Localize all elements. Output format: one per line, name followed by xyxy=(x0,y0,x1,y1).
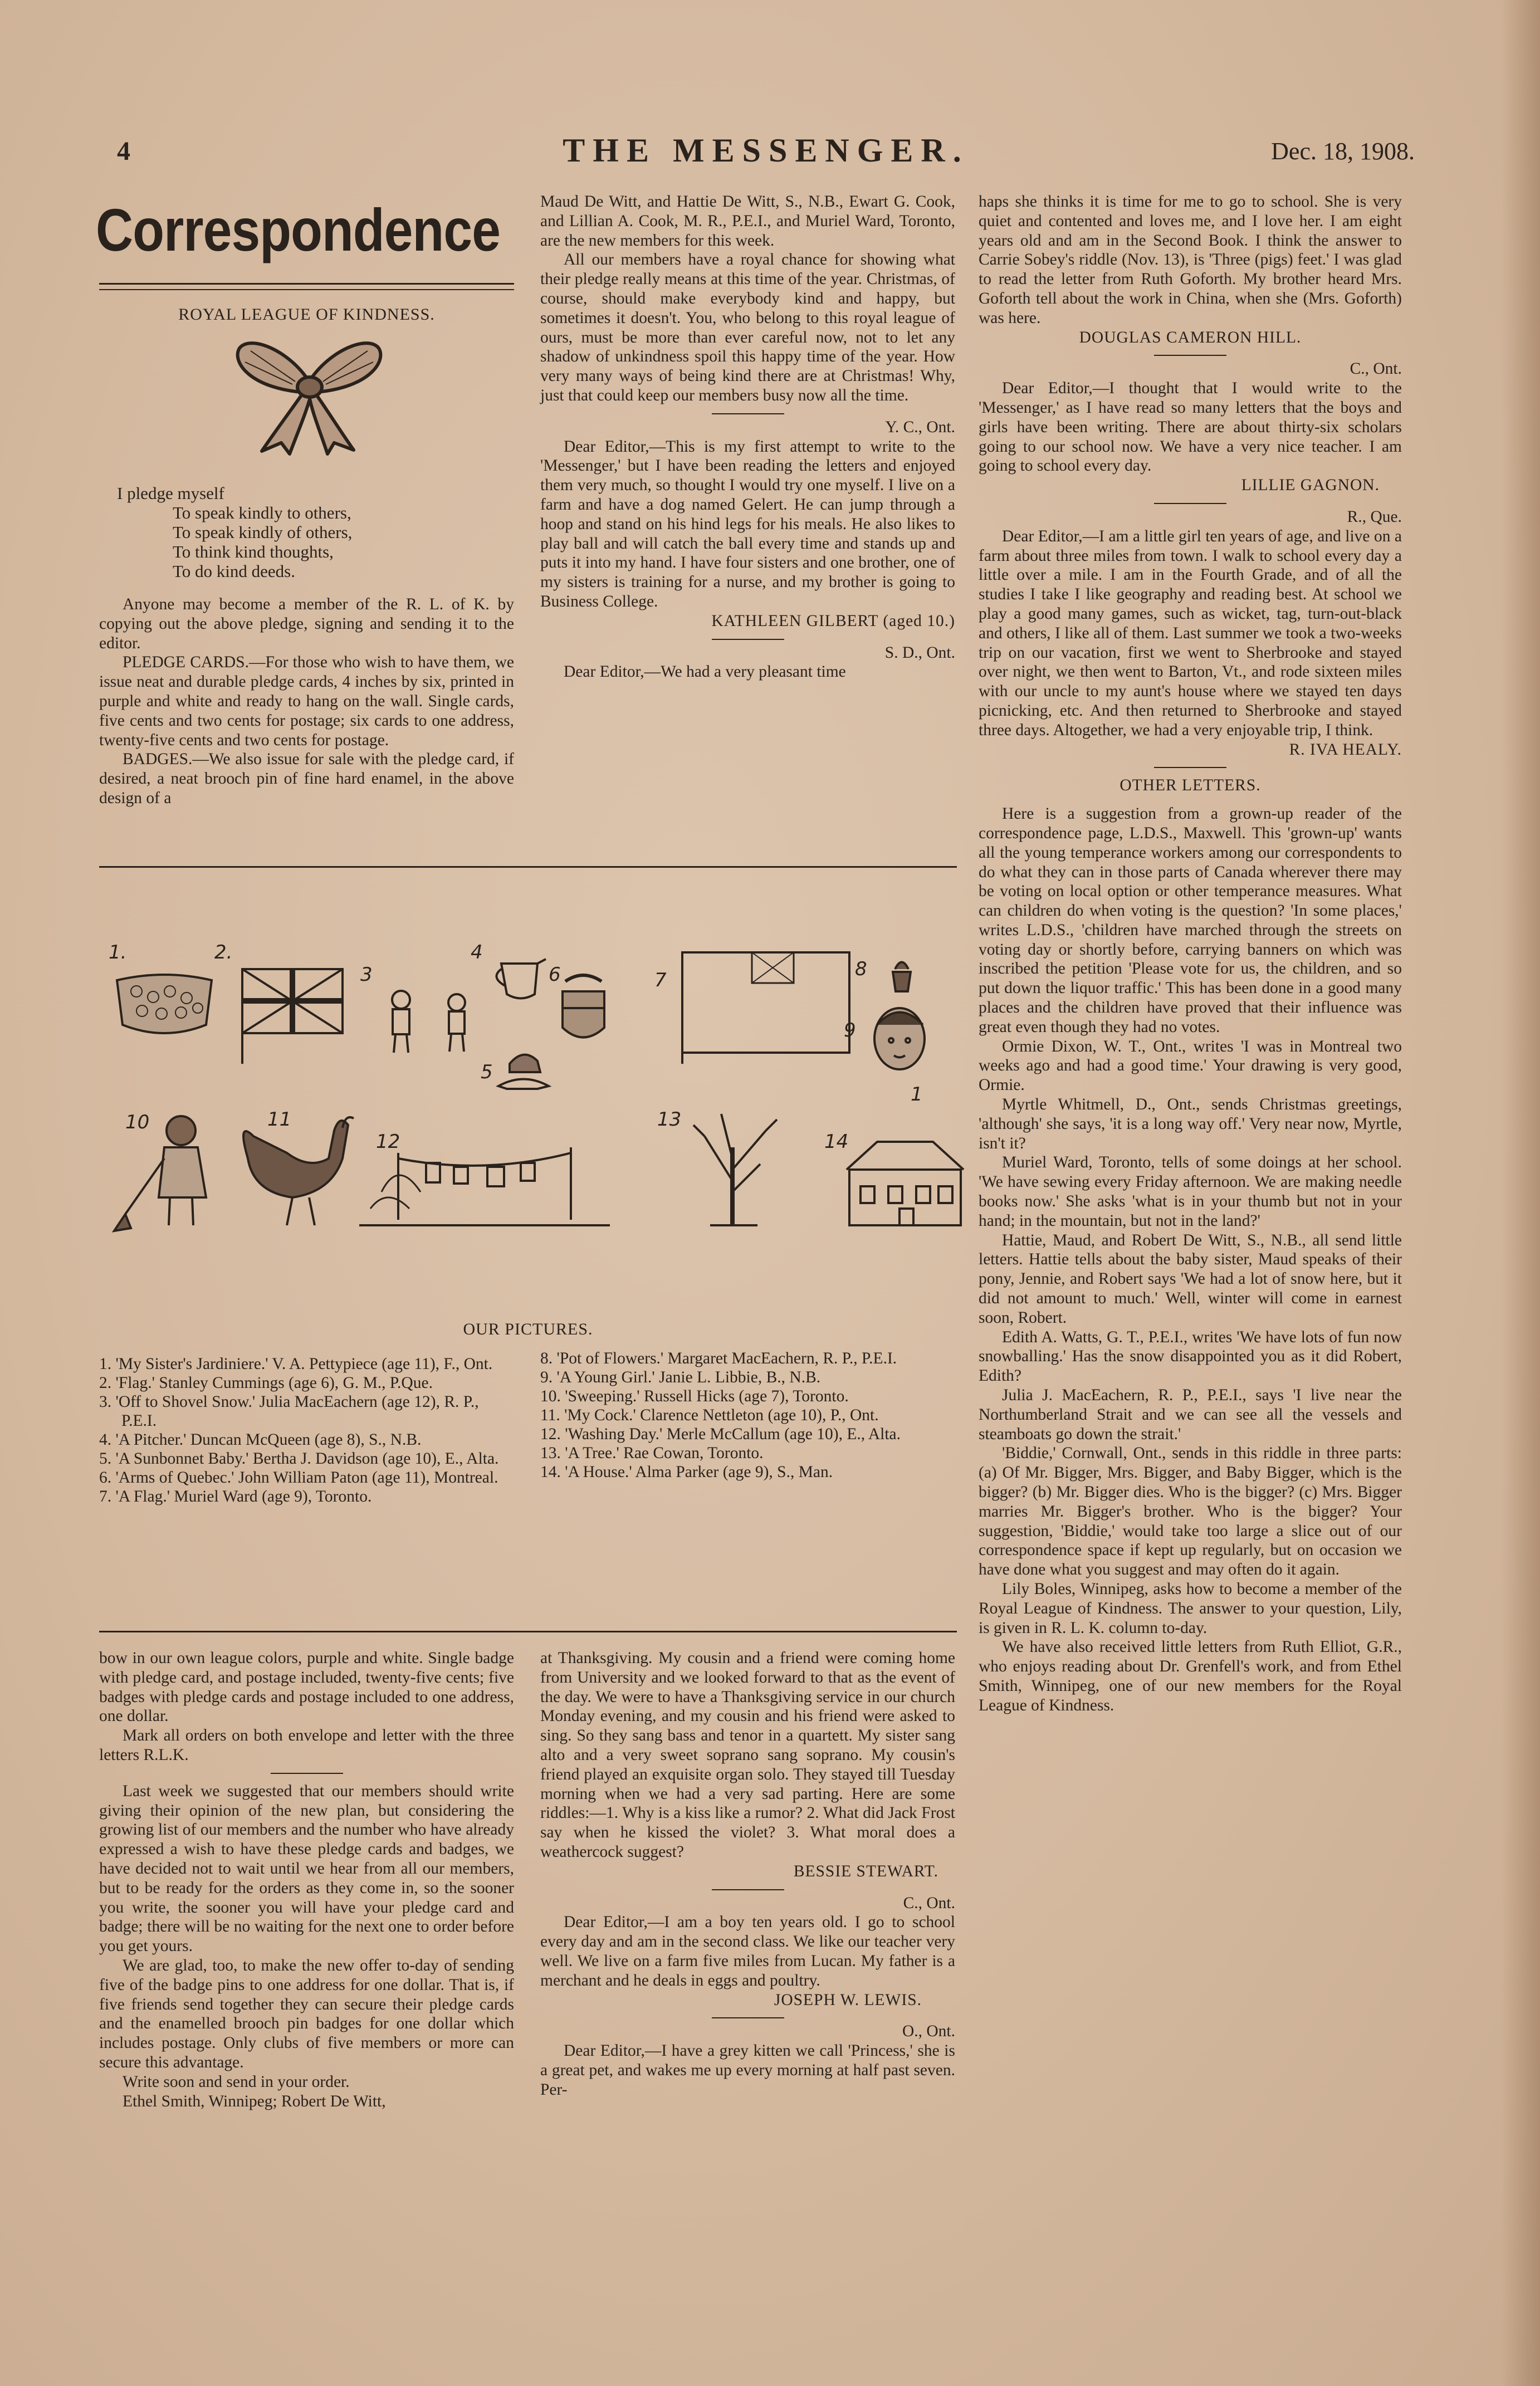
pledge-text xyxy=(117,483,507,581)
picture-caption: 12. 'Washing Day.' Merle McCallum (age 10), E., Alta. xyxy=(540,1425,901,1443)
paragraph: bow in our own league colors, purple and white. Single badge with pledge card, and postage included, twenty-five cents; five badges with pledge cards and postage included to one address, one dollar. xyxy=(99,1649,514,1725)
washing-day-drawing xyxy=(359,1147,610,1225)
drawings-svg xyxy=(109,947,977,1248)
picture-caption: 2. 'Flag.' Stanley Cummings (age 6), G. M., P.Que. xyxy=(99,1374,433,1392)
letter-body: Dear Editor,—This is my first attempt to write to the 'Messenger,' but I have been reading the letters and enjoyed them very much, so thought I would try one myself. I live on a farm and have a dog named Gelert. He can jump through a hoop and stand on his hind legs for his meals. He also likes to play ball and will catch the ball every time and stands up and puts it into my hand. I have four sisters and one brother, one of my sisters is training for a nurse, and my brother is going to Business College. xyxy=(540,437,955,610)
picture-number: 10 xyxy=(125,1111,150,1133)
rooster-drawing xyxy=(243,1117,354,1225)
page-number: 4 xyxy=(117,136,130,166)
column-1-bottom xyxy=(99,1649,514,2111)
paragraph: Here is a suggestion from a grown-up reader of the correspondence page, L.D.S., Maxwell. This 'grown-up' wants all the young temperance workers among our correspondents to do what they can in those parts of Canada wherever there may be voting on local option or other temperance measures. What can children do when voting is the question? 'In some places,' writes L.D.S., 'children have marched through the streets on voting day or shortly before, carrying banners on which was inscribed the petition 'Please vote for us, the children, and so put down the liquor traffic.' This has been done in a good many places and the children have proved that their influence was great even though they had no votes. xyxy=(979,805,1402,1036)
section-rule xyxy=(99,1631,957,1632)
letter-place: R., Que. xyxy=(1347,507,1402,526)
column-3 xyxy=(979,192,1402,1715)
shovel-snow-drawing xyxy=(392,991,465,1053)
picture-caption: 3. 'Off to Shovel Snow.' Julia MacEachern (age 12), R. P., P.E.I. xyxy=(99,1393,479,1430)
paragraph: Last week we suggested that our members should write giving their opinion of the new plan, but considering the growing list of our members and the number who have already expressed a wish to have these pledge cards and badges, we have decided not to wait until we hear from all our members, but to be ready for the orders as they come in, so the sooner you write, the sooner you will have your pledge card and badge; there will be no waiting for the next one to order before you get yours. xyxy=(99,1782,514,1955)
paragraph: 'Biddie,' Cornwall, Ont., sends in this riddle in three parts: (a) Of Mr. Bigger, Mrs. Bigger, and Baby Bigger, which is the bigger? (b) Mr. Bigger dies. Who is the bigger? (c) Mrs. Bigger marries Mr. Bigger's brother. Who is the bigger? Your suggestion, 'Biddie,' would take too large a slice out of our correspondence space if kept up regularly, but on occasion we have done what you suggest and may often do it again. xyxy=(979,1444,1402,1579)
pledge-line: To speak kindly to others, xyxy=(173,503,351,522)
separator xyxy=(712,413,784,414)
union-jack-drawing xyxy=(242,969,343,1064)
picture-number: 11 xyxy=(267,1108,292,1131)
other-letters-heading: OTHER LETTERS. xyxy=(1119,776,1261,795)
letter-signature: LILLIE GAGNON. xyxy=(1241,476,1380,495)
paragraph: We are glad, too, to make the new offer to-day of sending five of the badge pins to one address for one dollar. That is, if five friends send together they can secure their pledge cards and the enamelled brooch pin badges for one dollar which includes postage. Only clubs of five members or more can secure this advantage. xyxy=(99,1956,514,2071)
correspondence-title: Correspondence xyxy=(96,196,501,263)
separator xyxy=(1154,503,1226,504)
separator xyxy=(1154,767,1226,768)
picture-caption: 14. 'A House.' Alma Parker (age 9), S., Man. xyxy=(540,1463,833,1481)
page-edge-shadow xyxy=(1501,0,1540,2386)
pot-of-flowers-drawing xyxy=(893,962,911,992)
paragraph: Hattie, Maud, and Robert De Witt, S., N.B., all send little letters. Hattie tells about the baby sister, Maud speaks of their pony, Jennie, and Robert says 'We had a lot of snow here, but it did not amount to much.' Well, winter will come in earnest soon, Robert. xyxy=(979,1231,1402,1327)
masthead: THE MESSENGER. xyxy=(563,132,969,169)
paragraph: We have also received little letters from Ruth Elliot, G.R., who enjoys reading about Dr. Grenfell's work, and from Ethel Smith, Winnipeg, one of our new members for the Royal League of Kindness. xyxy=(979,1638,1402,1714)
arms-of-quebec-drawing xyxy=(563,975,604,1038)
picture-number: 8 xyxy=(855,958,867,980)
paragraph: Julia J. MacEachern, R. P., P.E.I., says 'I live near the Northumberland Strait and we can see all the vessels and steamboats go down the strait.' xyxy=(979,1386,1402,1443)
picture-captions-right xyxy=(540,1349,955,1482)
letter-body: Dear Editor,—I have a grey kitten we call 'Princess,' she is a great pet, and wakes me up every morning at half past seven. Per- xyxy=(540,2042,955,2099)
picture-captions-left xyxy=(99,1355,514,1506)
letter-signature: KATHLEEN GILBERT (aged 10.) xyxy=(711,612,955,630)
page-header xyxy=(117,131,1415,182)
picture-caption: 11. 'My Cock.' Clarence Nettleton (age 10), P., Ont. xyxy=(540,1406,879,1424)
letter-place: C., Ont. xyxy=(1350,360,1402,378)
letter-body: at Thanksgiving. My cousin and a friend were coming home from University and we looked forward to that as the event of the day. We were to have a Thanksgiving service in our church Monday evening, and my cousin and his friend were asked to sing. So they sang bass and tenor in a quartett. My sister sang alto and a very sweet soprano sang soprano. My cousin's friend played an exquisite organ solo. They stayed till Tuesday morning when we had a very sad parting. Here are some riddles:—1. Why is a kiss like a rumor? 2. What did Jack Frost say when he kissed the violet? 3. What moral does a weathercock suggest? xyxy=(540,1649,955,1861)
paragraph: Mark all orders on both envelope and letter with the three letters R.L.K. xyxy=(99,1727,514,1764)
paragraph: PLEDGE CARDS.—For those who wish to have them, we issue neat and durable pledge cards, 4 inches by six, printed in purple and white and ready to hang on the wall. Single cards, five cents and two cents for postage; six cards to one address, twenty-five cents and two cents for postage. xyxy=(99,653,514,749)
sunbonnet-baby-drawing xyxy=(498,1055,549,1089)
picture-number: 7 xyxy=(654,969,667,991)
paragraph: All our members have a royal chance for showing what their pledge really means at this time of the year. Christmas, of course, should make everybody kind and happy, but sometimes it doesn't. You, who belong to this royal league of ours, must be more than ever careful now, not to let any shadow of unkindness spoil this happy time of the year. How very many ways of being kind there are at Christmas! Why, just that could keep our members busy now all the time. xyxy=(540,251,955,404)
letter-place: O., Ont. xyxy=(902,2022,955,2041)
paragraph: Myrtle Whitmell, D., Ont., sends Christmas greetings, 'although' she says, 'it is a long way off.' Very near now, Myrtle, isn't it? xyxy=(979,1096,1402,1152)
league-heading: ROYAL LEAGUE OF KINDNESS. xyxy=(178,305,435,324)
letter-place: C., Ont. xyxy=(903,1894,955,1912)
separator xyxy=(712,639,784,640)
column-1-top xyxy=(99,595,514,808)
letter-body: Dear Editor,—I am a boy ten years old. I go to school every day and am in the second class. We like our teacher very well. We live on a farm five miles from Lucan. My father is a merchant and he deals in eggs and poultry. xyxy=(540,1913,955,1989)
letter-body: Dear Editor,—We had a very pleasant time xyxy=(564,663,846,681)
our-pictures-heading: OUR PICTURES. xyxy=(463,1320,593,1338)
letter-place: S. D., Ont. xyxy=(884,643,955,662)
column-2-top xyxy=(540,192,955,682)
children-drawings-panel xyxy=(109,941,977,1248)
column-2-bottom xyxy=(540,1649,955,2100)
picture-number: 6 xyxy=(549,964,561,986)
picture-caption: 13. 'A Tree.' Rae Cowan, Toronto. xyxy=(540,1444,764,1462)
picture-caption: 9. 'A Young Girl.' Janie L. Libbie, B., N.B. xyxy=(540,1368,821,1386)
house-drawing xyxy=(847,1142,964,1225)
picture-caption: 10. 'Sweeping.' Russell Hicks (age 7), Toronto. xyxy=(540,1387,849,1405)
picture-caption: 7. 'A Flag.' Muriel Ward (age 9), Toronto. xyxy=(99,1488,372,1505)
letter-body: Dear Editor,—I am a little girl ten years of age, and live on a farm about three miles from town. I walk to school every day a little over a mile. I am in the Fourth Grade, and of all the studies I take I like geography and reading best. At school we play a good many games, such as wicket, tag, turn-out-black and others, I like all of them. Last summer we took a two-weeks trip on our vacation, first we went to Sherbrooke and stayed over night, we then went to Barton, Vt., and rode sixteen miles with our uncle to my aunt's house where we stayed ten days picnicking, etc. And then returned to Sherbrooke and stayed three days. Altogether, we had a very enjoyable trip, I think. xyxy=(979,527,1402,739)
picture-caption: 6. 'Arms of Quebec.' John William Paton (age 11), Montreal. xyxy=(99,1469,498,1487)
letter-signature: BESSIE STEWART. xyxy=(793,1862,938,1880)
pledge-line: To speak kindly of others, xyxy=(173,522,353,542)
picture-number: 12 xyxy=(376,1131,400,1153)
separator xyxy=(712,1889,784,1890)
picture-caption: 1. 'My Sister's Jardiniere.' V. A. Pettypiece (age 11), F., Ont. xyxy=(99,1355,493,1373)
paragraph: Anyone may become a member of the R. L. of K. by copying out the above pledge, signing and sending it to the editor. xyxy=(99,595,514,652)
paragraph: Lily Boles, Winnipeg, asks how to become a member of the Royal League of Kindness. The answer to your question, Lily, is given in R. L. K. column to-day. xyxy=(979,1580,1402,1637)
letter-signature: JOSEPH W. LEWIS. xyxy=(774,1991,922,2009)
young-girl-drawing xyxy=(874,1008,925,1069)
separator xyxy=(712,2017,784,2018)
letter-signature: DOUGLAS CAMERON HILL. xyxy=(1079,328,1302,346)
paragraph: BADGES.—We also issue for sale with the pledge card, if desired, a neat brooch pin of fine hard enamel, in the above design of a xyxy=(99,750,514,807)
picture-caption: 5. 'A Sunbonnet Baby.' Bertha J. Davidson (age 10), E., Alta. xyxy=(99,1450,499,1468)
paragraph: Edith A. Watts, G. T., P.E.I., writes 'We have lots of fun now snowballing.' Has the snow disappointed you as it did Robert, Edith? xyxy=(979,1328,1402,1385)
issue-date: Dec. 18, 1908. xyxy=(1271,138,1415,165)
letter-place: Y. C., Ont. xyxy=(885,418,955,436)
paragraph: haps she thinks it is time for me to go to school. She is very quiet and contented and loves me, and I love her. I am eight years old and am in the Second Book. I think the answer to Carrie Sobey's riddle (Nov. 13), is 'Three (pigs) feet.' I was glad to read the letter from Ruth Goforth. My brother heard Mrs. Goforth tell about the work in China, when she (Mrs. Goforth) was here. xyxy=(979,193,1402,327)
picture-number: 3 xyxy=(360,964,373,986)
separator xyxy=(1154,355,1226,356)
pledge-line: To do kind deeds. xyxy=(173,561,295,581)
pitcher-drawing xyxy=(496,959,546,999)
paragraph: Ormie Dixon, W. T., Ont., writes 'I was in Montreal two weeks ago and had a good time.' Your drawing is very good, Ormie. xyxy=(979,1037,1402,1094)
picture-number: 2. xyxy=(214,941,233,964)
picture-number: 14 xyxy=(824,1131,849,1153)
title-rule xyxy=(99,283,514,290)
picture-number: 1 xyxy=(911,1083,923,1106)
picture-number: 5 xyxy=(481,1061,493,1083)
paragraph: Muriel Ward, Toronto, tells of some doings at her school. 'We have sewing every Friday afternoon. We are making needle books now.' She asks 'what is in your thumb but not in your hand; in the mountain, but not in the land?' xyxy=(979,1153,1402,1230)
separator xyxy=(271,1773,343,1774)
jardiniere-drawing xyxy=(117,975,212,1033)
paragraph: Ethel Smith, Winnipeg; Robert De Witt, xyxy=(123,2092,386,2110)
paragraph: Write soon and send in your order. xyxy=(123,2072,350,2091)
letter-signature: R. IVA HEALY. xyxy=(1289,740,1402,759)
picture-number: 4 xyxy=(471,941,483,964)
picture-number: 9 xyxy=(844,1019,856,1042)
pledge-line: I pledge myself xyxy=(117,483,224,503)
picture-caption: 8. 'Pot of Flowers.' Margaret MacEachern, R. P., P.E.I. xyxy=(540,1350,897,1367)
bow-badge-illustration xyxy=(228,329,390,457)
paragraph: Maud De Witt, and Hattie De Witt, S., N.B., Ewart G. Cook, and Lillian A. Cook, M. R., P.E.I., and Muriel Ward, Toronto, are the new members for this week. xyxy=(540,193,955,250)
picture-number: 1. xyxy=(109,941,127,964)
picture-caption: 4. 'A Pitcher.' Duncan McQueen (age 8), S., N.B. xyxy=(99,1431,422,1449)
pledge-line: To think kind thoughts, xyxy=(173,542,334,561)
flag-drawing xyxy=(682,952,849,1064)
picture-number: 13 xyxy=(657,1108,682,1131)
letter-body: Dear Editor,—I thought that I would write to the 'Messenger,' as I have read so many letters that the boys and girls have been writing. There are about thirty-six scholars going to our school now. We have a very nice teacher. I am going to school every day. xyxy=(979,379,1402,475)
section-rule xyxy=(99,866,957,868)
tree-drawing xyxy=(693,1114,777,1225)
